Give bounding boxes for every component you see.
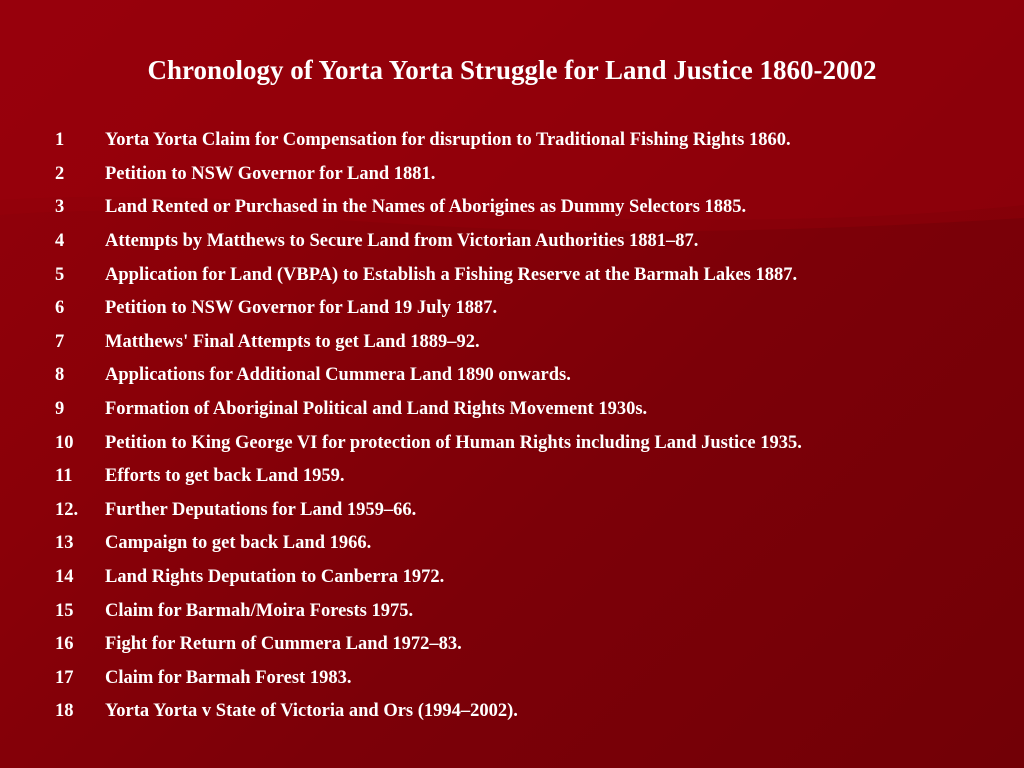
item-text: Application for Land (VBPA) to Establish a Fishing Reserve at the Barmah Lakes 1887. — [105, 264, 798, 285]
item-text: Further Deputations for Land 1959–66. — [105, 499, 417, 520]
item-number: 10 — [55, 432, 74, 453]
item-text: Efforts to get back Land 1959. — [105, 466, 345, 487]
item-number: 5 — [55, 264, 65, 285]
item-number: 2 — [55, 163, 65, 184]
list-item — [55, 158, 802, 192]
item-number: 16 — [55, 634, 74, 655]
item-text: Yorta Yorta v State of Victoria and Ors (1994–2002). — [105, 701, 518, 722]
chronology-list — [55, 124, 802, 729]
item-number: 18 — [55, 701, 74, 722]
item-number: 15 — [55, 600, 74, 621]
item-text: Claim for Barmah Forest 1983. — [105, 667, 352, 688]
item-text: Yorta Yorta Claim for Compensation for disruption to Traditional Fishing Rights 1860. — [105, 130, 791, 151]
list-item — [55, 225, 802, 259]
list-item — [55, 191, 802, 225]
list-item — [55, 258, 802, 292]
list-item — [55, 662, 802, 696]
list-item — [55, 393, 802, 427]
item-text: Formation of Aboriginal Political and Land Rights Movement 1930s. — [105, 399, 648, 420]
list-item — [55, 124, 802, 158]
list-item — [55, 561, 802, 595]
item-number: 7 — [55, 331, 65, 352]
list-item — [55, 527, 802, 561]
item-text: Matthews' Final Attempts to get Land 1889–92. — [105, 331, 480, 352]
item-text: Campaign to get back Land 1966. — [105, 533, 372, 554]
item-number: 6 — [55, 298, 65, 319]
item-number: 11 — [55, 466, 73, 487]
list-item — [55, 359, 802, 393]
item-number: 12. — [55, 499, 79, 520]
list-item — [55, 494, 802, 528]
list-item — [55, 628, 802, 662]
item-text: Land Rights Deputation to Canberra 1972. — [105, 567, 445, 588]
item-number: 8 — [55, 365, 65, 386]
list-item — [55, 594, 802, 628]
item-number: 3 — [55, 197, 65, 218]
item-text: Applications for Additional Cummera Land 1890 onwards. — [105, 365, 571, 386]
item-text: Claim for Barmah/Moira Forests 1975. — [105, 600, 414, 621]
item-text: Petition to NSW Governor for Land 1881. — [105, 163, 436, 184]
list-item — [55, 460, 802, 494]
list-item — [55, 326, 802, 360]
list-item — [55, 292, 802, 326]
item-text: Attempts by Matthews to Secure Land from Victorian Authorities 1881–87. — [105, 231, 699, 252]
item-text: Fight for Return of Cummera Land 1972–83. — [105, 634, 462, 655]
slide-title: Chronology of Yorta Yorta Struggle for Land Justice 1860-2002 — [147, 55, 877, 85]
item-text: Petition to King George VI for protection of Human Rights including Land Justice 1935. — [105, 432, 802, 453]
list-item — [55, 695, 802, 729]
item-number: 1 — [55, 130, 65, 151]
item-text: Land Rented or Purchased in the Names of Aborigines as Dummy Selectors 1885. — [105, 197, 747, 218]
item-number: 4 — [55, 231, 65, 252]
item-number: 14 — [55, 567, 74, 588]
item-number: 9 — [55, 399, 65, 420]
item-text: Petition to NSW Governor for Land 19 July 1887. — [105, 298, 498, 319]
item-number: 17 — [55, 667, 74, 688]
item-number: 13 — [55, 533, 74, 554]
list-item — [55, 426, 802, 460]
